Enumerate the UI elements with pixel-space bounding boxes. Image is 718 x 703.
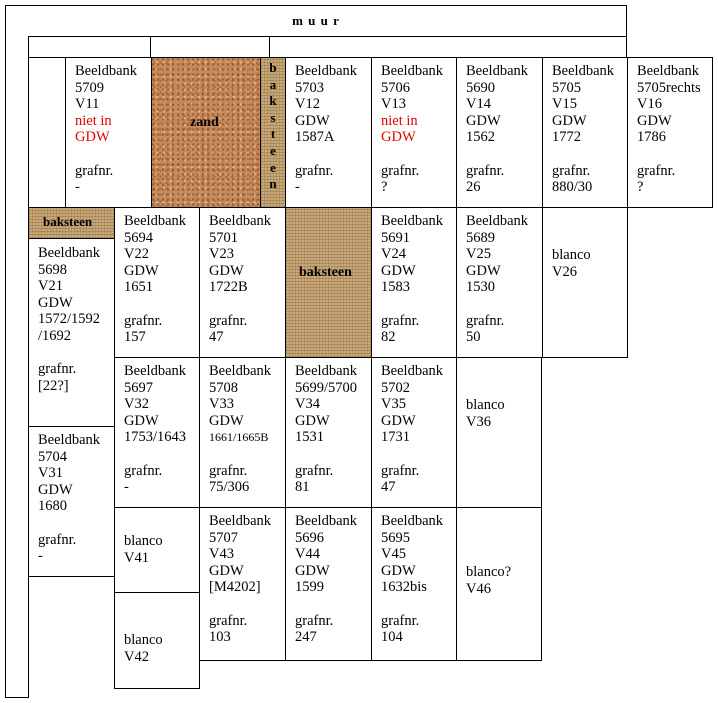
- cell-line: grafnr.: [381, 162, 420, 179]
- cell-gap: [381, 446, 452, 463]
- grave-cell-v31: [28, 426, 115, 577]
- cell-line: 47: [381, 479, 396, 495]
- cell-gap: [466, 530, 537, 547]
- cell-line: GDW: [466, 262, 501, 279]
- cell-gap: [466, 513, 537, 530]
- cell-line: Beeldbank: [466, 213, 529, 229]
- cell-line: grafnr.: [295, 162, 334, 179]
- cell-line: 50: [466, 329, 481, 345]
- cell-line: 47: [209, 329, 224, 345]
- cell-content: [552, 213, 623, 280]
- cell-line: GDW: [381, 262, 416, 279]
- cell-line: Beeldbank: [295, 363, 358, 379]
- cell-gap: [552, 213, 623, 230]
- baksteen-letter: n: [269, 176, 277, 192]
- cell-line: 1583: [381, 279, 410, 295]
- cell-content: [38, 432, 110, 565]
- cell-line: 5708: [209, 379, 238, 396]
- cell-content: [466, 363, 537, 430]
- cell-line: 1530: [466, 279, 495, 295]
- cell-line: 1651: [124, 279, 153, 295]
- cell-line: ?: [637, 179, 644, 195]
- cell-note-red: GDW: [75, 129, 110, 145]
- cell-line: Beeldbank: [552, 63, 615, 79]
- cell-line: 247: [295, 629, 317, 645]
- cell-content: [209, 213, 281, 346]
- cell-line: V46: [466, 580, 491, 597]
- cell-content: [124, 363, 195, 496]
- inner-frame-right: [269, 36, 627, 58]
- cell-gap: [124, 516, 195, 533]
- cell-line: GDW: [295, 562, 330, 579]
- grave-cell-v16: [627, 57, 713, 208]
- baksteen-letter: e: [270, 142, 276, 158]
- cell-line: 26: [466, 179, 481, 195]
- baksteen-letter: t: [270, 126, 276, 142]
- baksteen-letter: k: [269, 93, 277, 109]
- cell-line: 5691: [381, 229, 410, 246]
- cell-line: GDW: [124, 412, 159, 429]
- cell-line: Beeldbank: [295, 513, 358, 529]
- cell-line: GDW: [381, 412, 416, 429]
- cell-line: 1722B: [209, 279, 248, 295]
- cell-line: 5695: [381, 529, 410, 546]
- cell-line: grafnr.: [38, 361, 77, 377]
- cell-line: grafnr.: [552, 162, 591, 179]
- cell-note-red: niet in: [381, 112, 418, 129]
- cell-content: [295, 63, 367, 196]
- cell-line: GDW: [637, 112, 672, 129]
- cell-line: grafnr.: [38, 531, 77, 548]
- cell-line: GDW: [552, 112, 587, 129]
- grave-cell-v23: [199, 207, 286, 358]
- cell-content: [466, 213, 538, 346]
- cell-gap: [124, 615, 195, 632]
- cell-line: V15: [552, 96, 577, 112]
- cell-line: 1661/1665B: [209, 430, 269, 444]
- cell-line: 5697: [124, 379, 153, 396]
- cell-line: 1599: [295, 579, 324, 595]
- cell-line: 1632bis: [381, 579, 427, 595]
- cell-line: V26: [552, 263, 577, 280]
- cell-gap: [381, 296, 452, 313]
- cell-line: blanco: [124, 632, 163, 648]
- cell-line: -: [38, 548, 43, 564]
- baksteen-label: baksteen: [299, 265, 352, 280]
- cell-line: GDW: [209, 262, 244, 279]
- grave-cell-v34: [285, 357, 372, 508]
- grave-cell-v35: [371, 357, 457, 508]
- cell-content: [637, 63, 708, 196]
- left-column-frame: [28, 57, 66, 208]
- cell-line: Beeldbank: [38, 245, 101, 261]
- cell-line: 1786: [637, 129, 666, 145]
- cell-line: 1562: [466, 129, 495, 145]
- cell-line: V22: [124, 246, 149, 262]
- grave-cell-v15: [542, 57, 628, 208]
- cell-gap: [295, 146, 367, 163]
- cell-line: 5689: [466, 229, 495, 246]
- cell-line: 5696: [295, 529, 324, 546]
- cell-content: [209, 513, 281, 646]
- cell-line: GDW: [381, 562, 416, 579]
- cell-line: V14: [466, 96, 491, 112]
- cell-content: [381, 63, 452, 196]
- cell-line: 5709: [75, 79, 104, 96]
- cell-line: GDW: [38, 481, 73, 498]
- cell-line: 1587A: [295, 129, 335, 145]
- cell-line: [M4202]: [209, 579, 261, 595]
- cell-line: V41: [124, 549, 149, 566]
- cell-content: [466, 513, 537, 597]
- cell-line: Beeldbank: [38, 432, 101, 448]
- grave-cell-v25: [456, 207, 543, 358]
- cell-gap: [381, 146, 452, 163]
- cell-line: Beeldbank: [209, 213, 272, 229]
- cell-line: ?: [381, 179, 388, 195]
- zand-area: [151, 57, 261, 208]
- cell-line: grafnr.: [124, 462, 163, 479]
- cell-content: [75, 63, 147, 196]
- outer-frame-left: [5, 36, 29, 698]
- cell-line: grafnr.: [295, 612, 334, 629]
- cell-line: Beeldbank: [466, 63, 529, 79]
- cell-line: grafnr.: [209, 462, 248, 479]
- cell-line: V25: [466, 246, 491, 262]
- cell-note-red: niet in: [75, 112, 112, 129]
- cell-gap: [295, 596, 367, 613]
- cell-line: 1680: [38, 498, 67, 514]
- cell-line: GDW: [38, 294, 73, 311]
- cell-line: 157: [124, 329, 146, 345]
- grave-cell-v22: [114, 207, 200, 358]
- cell-line: V43: [209, 546, 234, 562]
- cell-content: [295, 363, 367, 496]
- cell-line: Beeldbank: [381, 363, 444, 379]
- cell-gap: [38, 515, 110, 532]
- cell-line: 1531: [295, 429, 324, 445]
- grave-cell-v12: [285, 57, 372, 208]
- cell-gap: [38, 344, 110, 361]
- baksteen-vertical-strip: [260, 57, 286, 208]
- cell-line: 82: [381, 329, 396, 345]
- cell-line: V44: [295, 546, 320, 562]
- cell-gap: [124, 598, 195, 615]
- cell-line: V36: [466, 413, 491, 430]
- wall-label: m u u r: [292, 13, 340, 28]
- cell-line: V23: [209, 246, 234, 262]
- grave-cell-v21: [28, 238, 115, 427]
- cell-content: [38, 245, 110, 394]
- grave-cell-v13: [371, 57, 457, 208]
- cell-line: grafnr.: [381, 312, 420, 329]
- cell-line: 1731: [381, 429, 410, 445]
- cell-line: grafnr.: [637, 162, 676, 179]
- cell-line: Beeldbank: [75, 63, 138, 79]
- cell-line: blanco: [466, 397, 505, 413]
- cell-line: grafnr.: [209, 612, 248, 629]
- cell-line: 5702: [381, 379, 410, 396]
- cell-content: [552, 63, 623, 196]
- cell-line: -: [295, 179, 300, 195]
- cell-line: V12: [295, 96, 320, 112]
- cell-line: Beeldbank: [124, 363, 187, 379]
- baksteen-small-label: baksteen: [43, 214, 93, 229]
- cell-line: Beeldbank: [381, 513, 444, 529]
- cell-line: V35: [381, 396, 406, 412]
- grave-cell-v32: [114, 357, 200, 508]
- grave-cell-v14: [456, 57, 543, 208]
- cell-gap: [209, 596, 281, 613]
- grave-cell-v33: [199, 357, 286, 508]
- cell-line: 103: [209, 629, 231, 645]
- cell-content: [466, 63, 538, 196]
- cell-content: [381, 213, 452, 346]
- cell-line: V42: [124, 648, 149, 665]
- cell-gap: [75, 146, 147, 163]
- grave-cell-v26: [542, 207, 628, 358]
- cell-gap: [124, 446, 195, 463]
- cell-line: grafnr.: [466, 162, 505, 179]
- grave-cell-v36: [456, 357, 542, 508]
- cell-line: grafnr.: [209, 312, 248, 329]
- cell-line: Beeldbank: [295, 63, 358, 79]
- cell-line: V21: [38, 278, 63, 294]
- cell-line: 5699/5700: [295, 379, 358, 396]
- cell-line: 5707: [209, 529, 238, 546]
- cell-content: [124, 516, 195, 566]
- inner-corner-frame: [28, 36, 151, 58]
- cell-line: grafnr.: [381, 462, 420, 479]
- cell-line: grafnr.: [381, 612, 420, 629]
- cell-line: 81: [295, 479, 310, 495]
- cell-line: 5690: [466, 79, 495, 96]
- cell-line: grafnr.: [466, 312, 505, 329]
- cell-line: V31: [38, 465, 63, 481]
- cell-line: blanco?: [466, 564, 512, 580]
- cell-line: -: [124, 479, 129, 495]
- baksteen-letter: s: [270, 109, 276, 125]
- baksteen-letter: b: [269, 60, 277, 75]
- cell-gap: [295, 446, 367, 463]
- cell-gap: [209, 446, 281, 463]
- grave-cell-v45: [371, 507, 457, 661]
- cell-line: 1572/1592: [38, 311, 101, 327]
- cell-line: 5698: [38, 261, 67, 278]
- cell-line: grafnr.: [295, 462, 334, 479]
- cell-line: Beeldbank: [381, 213, 444, 229]
- grave-cell-v41: [114, 507, 200, 593]
- cell-line: 5694: [124, 229, 153, 246]
- cell-line: -: [75, 179, 80, 195]
- grave-cell-v46: [456, 507, 542, 661]
- cell-gap: [637, 146, 708, 163]
- cell-line: blanco: [124, 533, 163, 549]
- cell-line: V32: [124, 396, 149, 412]
- cell-line: GDW: [209, 562, 244, 579]
- cell-gap: [466, 296, 538, 313]
- cell-line: V24: [381, 246, 406, 262]
- cell-line: 5703: [295, 79, 324, 96]
- cell-line: [22?]: [38, 377, 69, 394]
- baksteen-letter: a: [269, 76, 277, 92]
- cell-line: V34: [295, 396, 320, 412]
- cell-line: grafnr.: [75, 162, 114, 179]
- cell-line: V16: [637, 96, 662, 112]
- wall-bar: [5, 5, 627, 37]
- cell-line: V33: [209, 396, 234, 412]
- cell-line: 880/30: [552, 179, 593, 195]
- cell-line: 1772: [552, 129, 581, 145]
- cell-line: GDW: [295, 412, 330, 429]
- cell-gap: [124, 296, 195, 313]
- cell-content: [381, 363, 452, 496]
- cell-line: /1692: [38, 327, 72, 344]
- grave-cell-v42: [114, 592, 200, 689]
- cell-line: 5705rechts: [637, 79, 701, 96]
- cell-line: 5704: [38, 448, 67, 465]
- cell-gap: [552, 230, 623, 247]
- zand-label: zand: [190, 115, 219, 130]
- cell-content: [124, 213, 195, 346]
- grave-cell-v24: [371, 207, 457, 358]
- cell-note-red: GDW: [381, 129, 416, 145]
- cell-line: GDW: [466, 112, 501, 129]
- cell-line: V11: [75, 96, 100, 112]
- baksteen-area: [285, 207, 372, 358]
- cell-gap: [209, 296, 281, 313]
- cell-gap: [466, 363, 537, 380]
- cell-line: Beeldbank: [637, 63, 700, 79]
- grave-cell-v44: [285, 507, 372, 661]
- cell-line: 5701: [209, 229, 238, 246]
- cell-gap: [466, 380, 537, 397]
- cell-content: [209, 363, 281, 496]
- cell-line: 1753/1643: [124, 429, 187, 445]
- cell-line: 5705: [552, 79, 581, 96]
- cell-gap: [552, 146, 623, 163]
- cell-line: 5706: [381, 79, 410, 96]
- cell-content: [124, 598, 195, 665]
- cell-content: [295, 513, 367, 646]
- cell-line: Beeldbank: [209, 363, 272, 379]
- cell-gap: [466, 547, 537, 564]
- grave-cell-v11: [65, 57, 152, 208]
- cell-line: 75/306: [209, 479, 250, 495]
- cell-gap: [466, 146, 538, 163]
- cell-line: blanco: [552, 247, 591, 263]
- cell-line: V45: [381, 546, 406, 562]
- cell-content: [381, 513, 452, 646]
- cell-line: GDW: [295, 112, 330, 129]
- baksteen-vertical-label: [261, 60, 285, 193]
- cell-gap: [381, 596, 452, 613]
- grave-cell-v43: [199, 507, 286, 661]
- baksteen-letter: e: [270, 159, 276, 175]
- cell-line: GDW: [209, 412, 244, 429]
- baksteen-small: [28, 207, 115, 239]
- cell-line: Beeldbank: [381, 63, 444, 79]
- cell-line: Beeldbank: [124, 213, 187, 229]
- cell-line: Beeldbank: [209, 513, 272, 529]
- cell-line: grafnr.: [124, 312, 163, 329]
- cell-line: V13: [381, 96, 406, 112]
- cell-line: GDW: [124, 262, 159, 279]
- cell-line: 104: [381, 629, 403, 645]
